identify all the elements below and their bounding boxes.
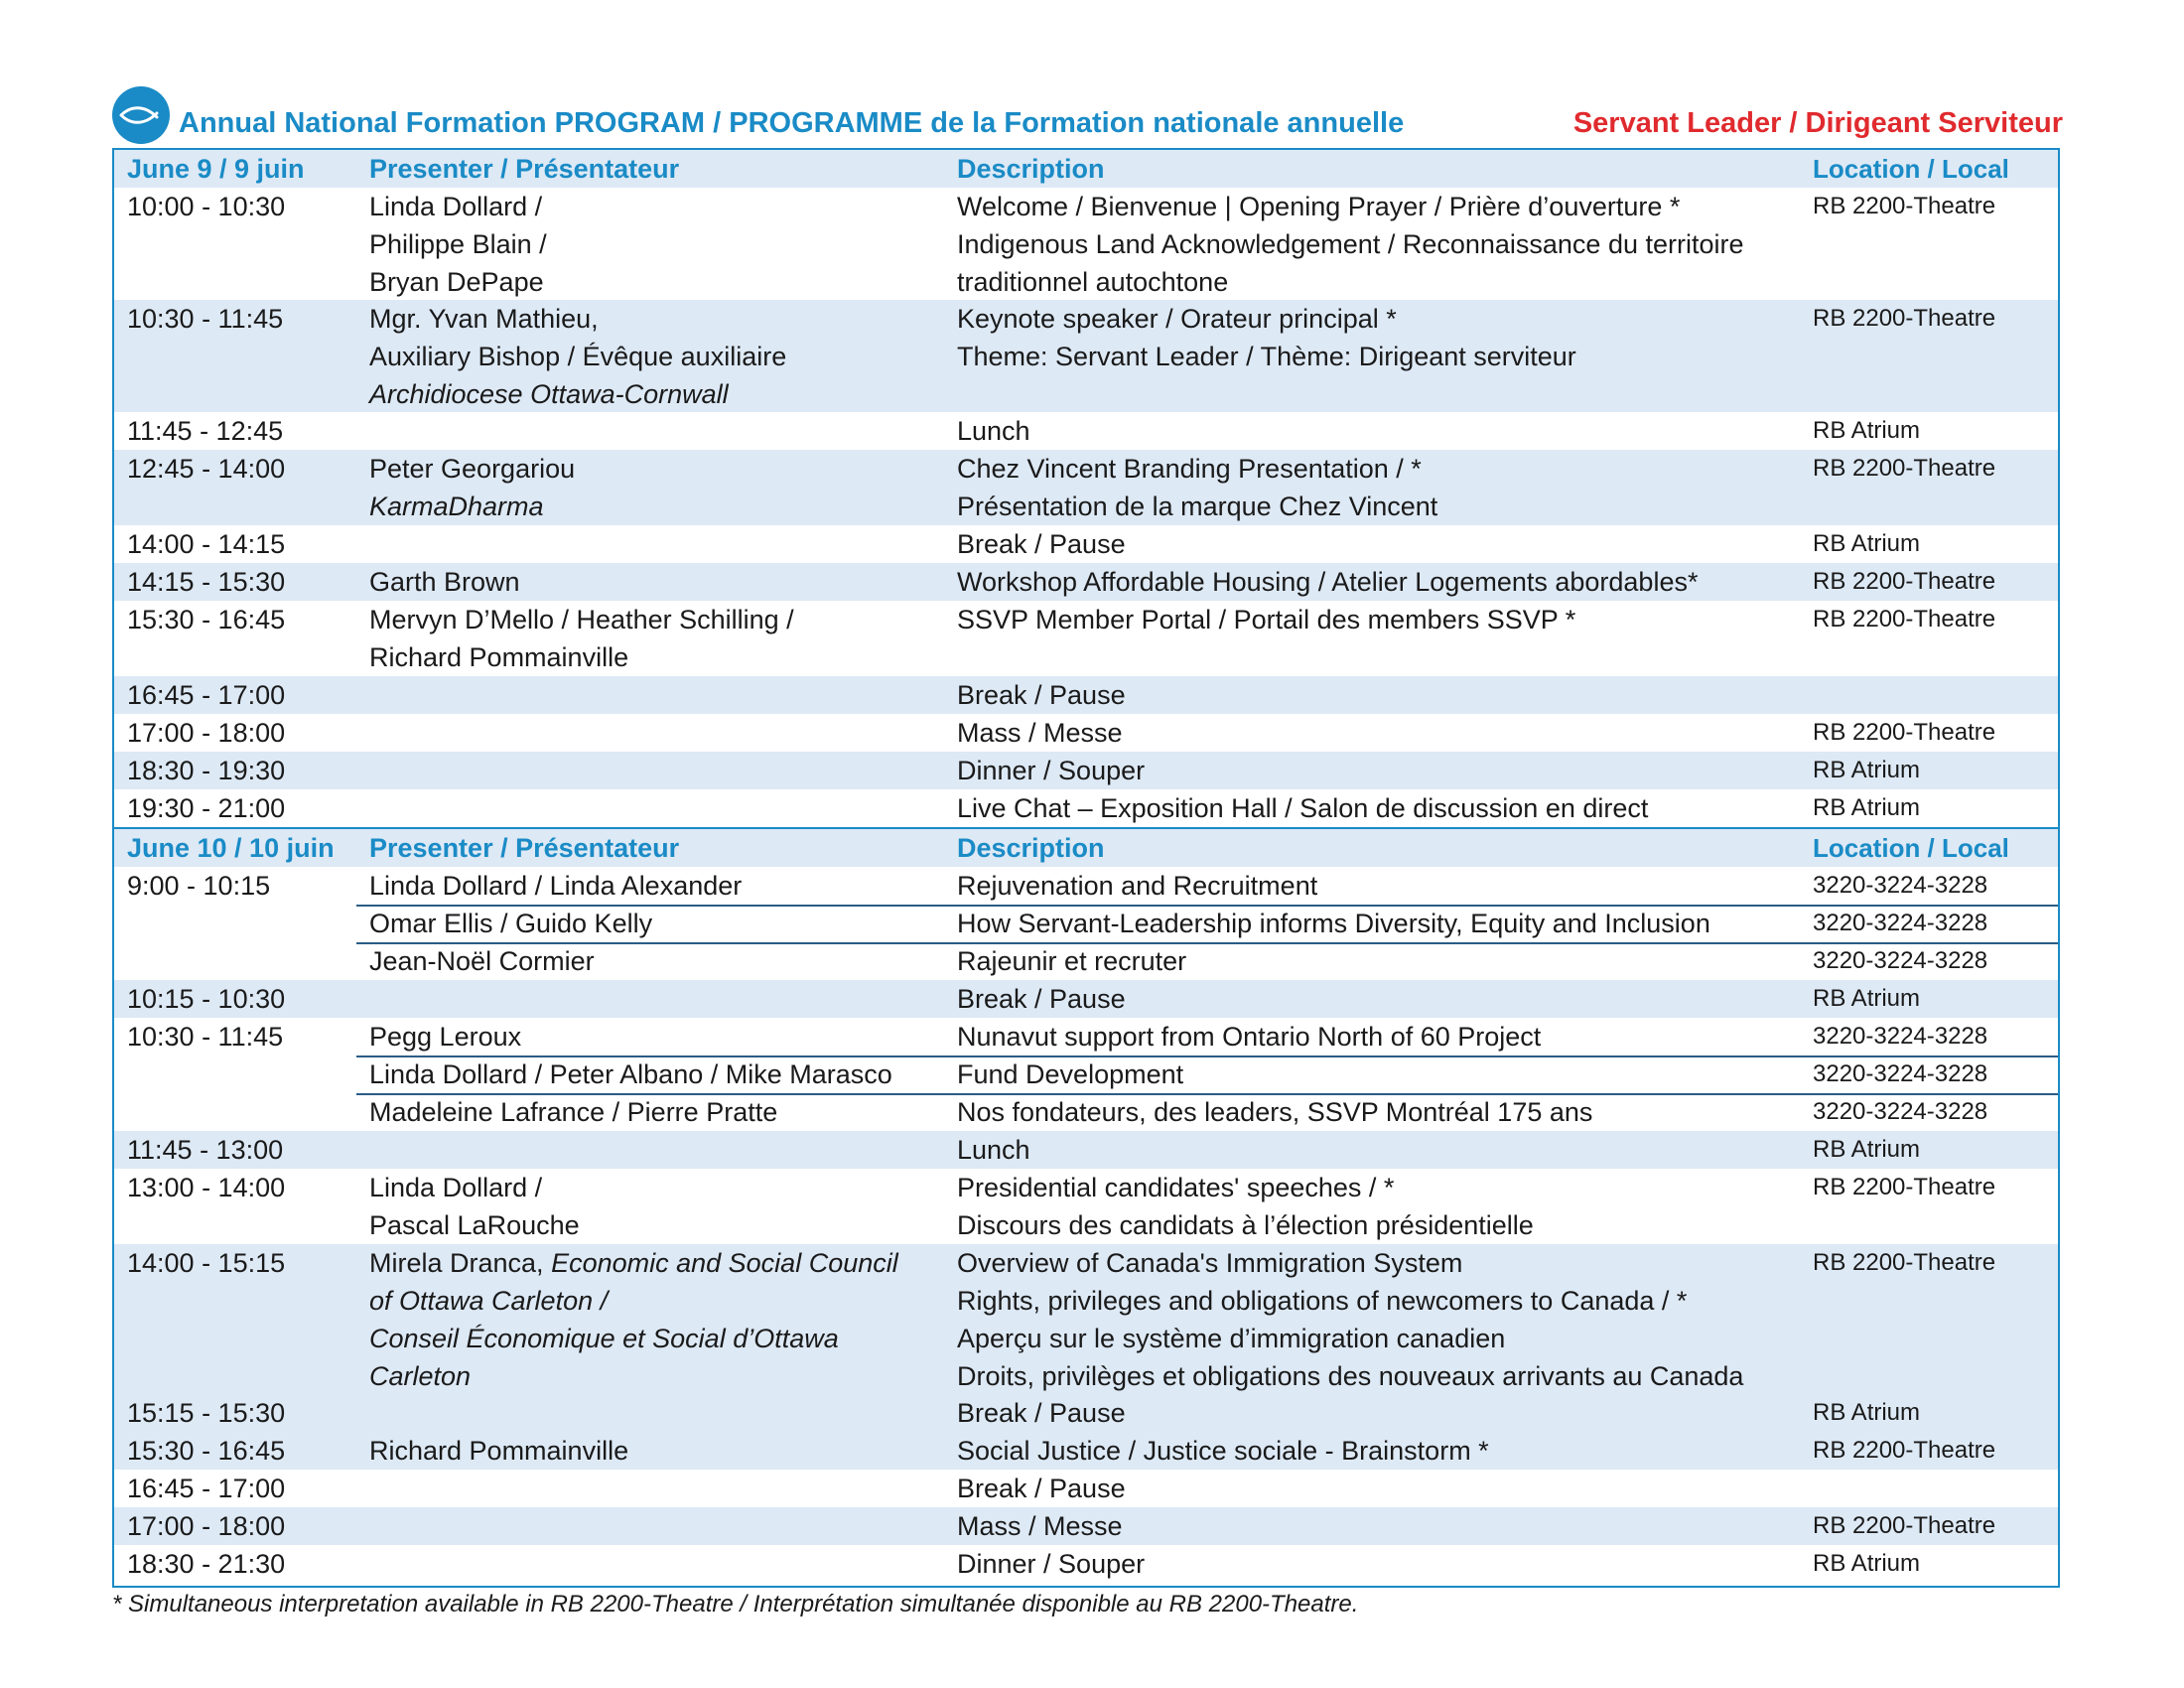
session-description — [957, 752, 1145, 789]
session-time: 10:00 - 10:30 — [127, 192, 286, 221]
session-time: 15:15 - 15:30 — [127, 1398, 286, 1428]
session-time: 17:00 - 18:00 — [127, 1511, 286, 1541]
session-time: 18:30 - 19:30 — [127, 756, 286, 785]
session-description — [957, 1432, 1489, 1470]
day2-table-row — [114, 980, 2058, 1018]
day2-table-row — [114, 1018, 2058, 1055]
session-description — [957, 867, 1317, 905]
session-presenter — [369, 1432, 628, 1470]
presenter-name: Linda Dollard / — [369, 192, 543, 221]
session-presenter — [369, 1169, 580, 1244]
day1-table-row — [114, 752, 2058, 789]
presenter-name: Richard Pommainville — [369, 642, 629, 672]
session-location: RB Atrium — [1813, 794, 1921, 821]
day2-header-row — [114, 827, 2058, 867]
session-description — [957, 1018, 1541, 1055]
session-presenter — [369, 1055, 892, 1093]
day1-table-row — [114, 525, 2058, 563]
session-description — [957, 1055, 1183, 1093]
description-line: Social Justice / Justice sociale - Brainstorm * — [957, 1436, 1489, 1466]
schedule-table — [112, 148, 2060, 1588]
session-description — [957, 1244, 1743, 1395]
sub-session-separator — [356, 1093, 2058, 1095]
day2-location-header: Location / Local — [1813, 833, 2009, 863]
session-time: 13:00 - 14:00 — [127, 1173, 286, 1202]
description-line: traditionnel autochtone — [957, 267, 1229, 297]
session-time: 9:00 - 10:15 — [127, 871, 271, 901]
session-description — [957, 1545, 1145, 1583]
description-line: Theme: Servant Leader / Thème: Dirigeant serviteur — [957, 342, 1576, 371]
session-description — [957, 450, 1437, 525]
day1-table-row — [114, 789, 2058, 827]
session-presenter — [369, 1244, 898, 1395]
sub-session-separator — [356, 942, 2058, 944]
session-location: 3220-3224-3228 — [1813, 1023, 1988, 1050]
description-line: SSVP Member Portal / Portail des members SSVP * — [957, 605, 1576, 634]
session-description — [957, 1507, 1123, 1545]
session-location: RB 2200-Theatre — [1813, 193, 1996, 219]
description-line: Chez Vincent Branding Presentation / * — [957, 454, 1422, 484]
session-presenter — [369, 1018, 521, 1055]
presenter-name: Pascal LaRouche — [369, 1210, 580, 1240]
presenter-name: Madeleine Lafrance / Pierre Pratte — [369, 1097, 778, 1127]
sub-session-separator — [356, 1055, 2058, 1057]
description-line: Aperçu sur le système d’immigration canadien — [957, 1324, 1506, 1353]
presenter-organization: of Ottawa Carleton / — [369, 1286, 609, 1316]
day1-table-row — [114, 601, 2058, 676]
session-description — [957, 300, 1576, 375]
session-location: RB Atrium — [1813, 985, 1921, 1012]
session-description — [957, 1131, 1030, 1169]
page-title: Annual National Formation PROGRAM / PROGRAMME de la Formation nationale annuelle — [179, 107, 1405, 139]
session-location: RB 2200-Theatre — [1813, 719, 1996, 746]
session-presenter — [369, 563, 520, 601]
session-presenter — [369, 601, 794, 676]
day1-table-row — [114, 412, 2058, 450]
description-line: Break / Pause — [957, 1474, 1126, 1503]
session-time: 11:45 - 13:00 — [127, 1135, 284, 1165]
session-presenter — [369, 1093, 777, 1131]
session-location: RB Atrium — [1813, 757, 1921, 783]
session-location: 3220-3224-3228 — [1813, 1098, 1988, 1125]
presenter-name: Omar Ellis / Guido Kelly — [369, 909, 653, 938]
session-location: RB Atrium — [1813, 417, 1921, 444]
session-time: 14:15 - 15:30 — [127, 567, 286, 597]
day2-table-row — [114, 905, 2058, 942]
session-time: 16:45 - 17:00 — [127, 1474, 286, 1503]
description-line: Lunch — [957, 416, 1030, 446]
day1-table-row — [114, 563, 2058, 601]
description-line: Fund Development — [957, 1059, 1184, 1089]
session-description — [957, 601, 1575, 638]
description-line: Nos fondateurs, des leaders, SSVP Montréal 175 ans — [957, 1097, 1593, 1127]
session-location: 3220-3224-3228 — [1813, 1060, 1988, 1087]
session-location: RB 2200-Theatre — [1813, 1249, 1996, 1276]
page-header — [111, 85, 2063, 145]
session-description — [957, 1093, 1592, 1131]
session-time: 19:30 - 21:00 — [127, 793, 286, 823]
session-location: RB 2200-Theatre — [1813, 1174, 1996, 1200]
footnote: * Simultaneous interpretation available in RB 2200-Theatre / Interprétation simultanée disponible au RB 2200-Theatre. — [112, 1591, 1359, 1618]
description-line: Dinner / Souper — [957, 756, 1146, 785]
presenter-name: Mgr. Yvan Mathieu, — [369, 304, 599, 334]
session-time: 18:30 - 21:30 — [127, 1549, 286, 1579]
day2-date-header: June 10 / 10 juin — [127, 833, 335, 863]
presenter-name: Linda Dollard / Peter Albano / Mike Marasco — [369, 1059, 892, 1089]
day2-table-row — [114, 1545, 2058, 1583]
session-presenter — [369, 905, 652, 942]
description-line: Break / Pause — [957, 984, 1126, 1014]
description-line: Break / Pause — [957, 680, 1126, 710]
session-description — [957, 188, 1744, 301]
session-presenter — [369, 942, 595, 980]
presenter-organization: Economic and Social Council — [551, 1248, 898, 1278]
day1-table-row — [114, 714, 2058, 752]
session-time: 11:45 - 12:45 — [127, 416, 284, 446]
day1-presenter-header: Presenter / Présentateur — [369, 154, 680, 184]
description-line: Rejuvenation and Recruitment — [957, 871, 1318, 901]
session-location: RB 2200-Theatre — [1813, 606, 1996, 633]
session-description — [957, 714, 1123, 752]
session-location: RB Atrium — [1813, 530, 1921, 557]
day2-table-row — [114, 867, 2058, 905]
description-line: Discours des candidats à l’élection présidentielle — [957, 1210, 1534, 1240]
session-presenter — [369, 188, 547, 301]
day2-description-header: Description — [957, 833, 1105, 863]
day2-table-row — [114, 1093, 2058, 1131]
session-location: RB 2200-Theatre — [1813, 568, 1996, 595]
session-time: 15:30 - 16:45 — [127, 605, 286, 634]
day1-table-row — [114, 188, 2058, 300]
presenter-name: Pegg Leroux — [369, 1022, 522, 1052]
description-line: Nunavut support from Ontario North of 60 Project — [957, 1022, 1542, 1052]
session-time: 10:30 - 11:45 — [127, 1022, 284, 1052]
session-location: RB 2200-Theatre — [1813, 305, 1996, 332]
session-presenter — [369, 450, 575, 525]
presenter-name: Auxiliary Bishop / Évêque auxiliaire — [369, 342, 787, 371]
description-line: Presidential candidates' speeches / * — [957, 1173, 1395, 1202]
day1-table-row — [114, 450, 2058, 525]
day2-table-row — [114, 1432, 2058, 1470]
session-presenter — [369, 300, 786, 413]
session-description — [957, 412, 1030, 450]
page-subtitle: Servant Leader / Dirigeant Serviteur — [1572, 107, 2063, 139]
day1-location-header: Location / Local — [1813, 154, 2009, 184]
presenter-name: Linda Dollard / — [369, 1173, 543, 1202]
day1-description-header: Description — [957, 154, 1105, 184]
session-location: 3220-3224-3228 — [1813, 872, 1988, 899]
description-line: Mass / Messe — [957, 718, 1123, 748]
session-description — [957, 1169, 1534, 1244]
description-line: Keynote speaker / Orateur principal * — [957, 304, 1397, 334]
presenter-name: Peter Georgariou — [369, 454, 576, 484]
session-description — [957, 563, 1698, 601]
presenter-name: Richard Pommainville — [369, 1436, 629, 1466]
day1-header-row — [114, 150, 2058, 188]
day2-table-row — [114, 1470, 2058, 1507]
day2-table-row — [114, 1055, 2058, 1093]
session-time: 17:00 - 18:00 — [127, 718, 286, 748]
session-description — [957, 789, 1648, 827]
day2-table-row — [114, 1507, 2058, 1545]
session-location: RB Atrium — [1813, 1399, 1921, 1426]
session-description — [957, 905, 1710, 942]
session-time: 14:00 - 14:15 — [127, 529, 286, 559]
description-line: Live Chat – Exposition Hall / Salon de discussion en direct — [957, 793, 1649, 823]
presenter-name: Garth Brown — [369, 567, 520, 597]
description-line: Rights, privileges and obligations of newcomers to Canada / * — [957, 1286, 1688, 1316]
description-line: Rajeunir et recruter — [957, 946, 1187, 976]
day2-table-row — [114, 1244, 2058, 1394]
session-time: 12:45 - 14:00 — [127, 454, 286, 484]
description-line: Dinner / Souper — [957, 1549, 1146, 1579]
session-location: RB Atrium — [1813, 1550, 1921, 1577]
description-line: Indigenous Land Acknowledgement / Reconnaissance du territoire — [957, 229, 1744, 259]
presenter-organization: Conseil Économique et Social d’Ottawa — [369, 1324, 839, 1353]
session-description — [957, 942, 1186, 980]
day2-table-row — [114, 1131, 2058, 1169]
session-presenter — [369, 867, 742, 905]
description-line: Mass / Messe — [957, 1511, 1123, 1541]
description-line: Présentation de la marque Chez Vincent — [957, 492, 1438, 521]
session-time: 14:00 - 15:15 — [127, 1248, 286, 1278]
day2-table-row — [114, 942, 2058, 980]
session-description — [957, 525, 1126, 563]
presenter-name: Bryan DePape — [369, 267, 544, 297]
day2-presenter-header: Presenter / Présentateur — [369, 833, 680, 863]
session-time: 16:45 - 17:00 — [127, 680, 286, 710]
session-description — [957, 1470, 1126, 1507]
session-time: 10:30 - 11:45 — [127, 304, 284, 334]
sub-session-separator — [356, 905, 2058, 907]
presenter-organization: Carleton — [369, 1361, 472, 1391]
session-description — [957, 676, 1126, 714]
session-time: 10:15 - 10:30 — [127, 984, 286, 1014]
presenter-organization: Archidiocese Ottawa-Cornwall — [369, 379, 729, 409]
presenter-name: Mervyn D’Mello / Heather Schilling / — [369, 605, 794, 634]
description-line: Droits, privilèges et obligations des nouveaux arrivants au Canada — [957, 1361, 1744, 1391]
description-line: Lunch — [957, 1135, 1030, 1165]
presenter-name: Philippe Blain / — [369, 229, 547, 259]
description-line: Welcome / Bienvenue | Opening Prayer / Prière d’ouverture * — [957, 192, 1681, 221]
session-description — [957, 980, 1126, 1018]
description-line: Break / Pause — [957, 529, 1126, 559]
ssvp-fish-logo-icon — [111, 85, 171, 145]
description-line: Break / Pause — [957, 1398, 1126, 1428]
day2-table-row — [114, 1169, 2058, 1244]
session-location: 3220-3224-3228 — [1813, 947, 1988, 974]
day1-date-header: June 9 / 9 juin — [127, 154, 305, 184]
session-description — [957, 1394, 1126, 1432]
day1-table-row — [114, 676, 2058, 714]
presenter-name: Jean-Noël Cormier — [369, 946, 595, 976]
presenter-name: Linda Dollard / Linda Alexander — [369, 871, 743, 901]
session-location: 3220-3224-3228 — [1813, 910, 1988, 936]
session-location: RB Atrium — [1813, 1136, 1921, 1163]
presenter-organization: KarmaDharma — [369, 492, 544, 521]
session-location: RB 2200-Theatre — [1813, 1512, 1996, 1539]
description-line: Overview of Canada's Immigration System — [957, 1248, 1463, 1278]
session-location: RB 2200-Theatre — [1813, 1437, 1996, 1464]
session-time: 15:30 - 16:45 — [127, 1436, 286, 1466]
day1-table-row — [114, 300, 2058, 412]
session-location: RB 2200-Theatre — [1813, 455, 1996, 482]
description-line: Workshop Affordable Housing / Atelier Logements abordables* — [957, 567, 1699, 597]
presenter-name: Mirela Dranca, — [369, 1248, 552, 1278]
description-line: How Servant-Leadership informs Diversity, Equity and Inclusion — [957, 909, 1710, 938]
day2-table-row — [114, 1394, 2058, 1432]
